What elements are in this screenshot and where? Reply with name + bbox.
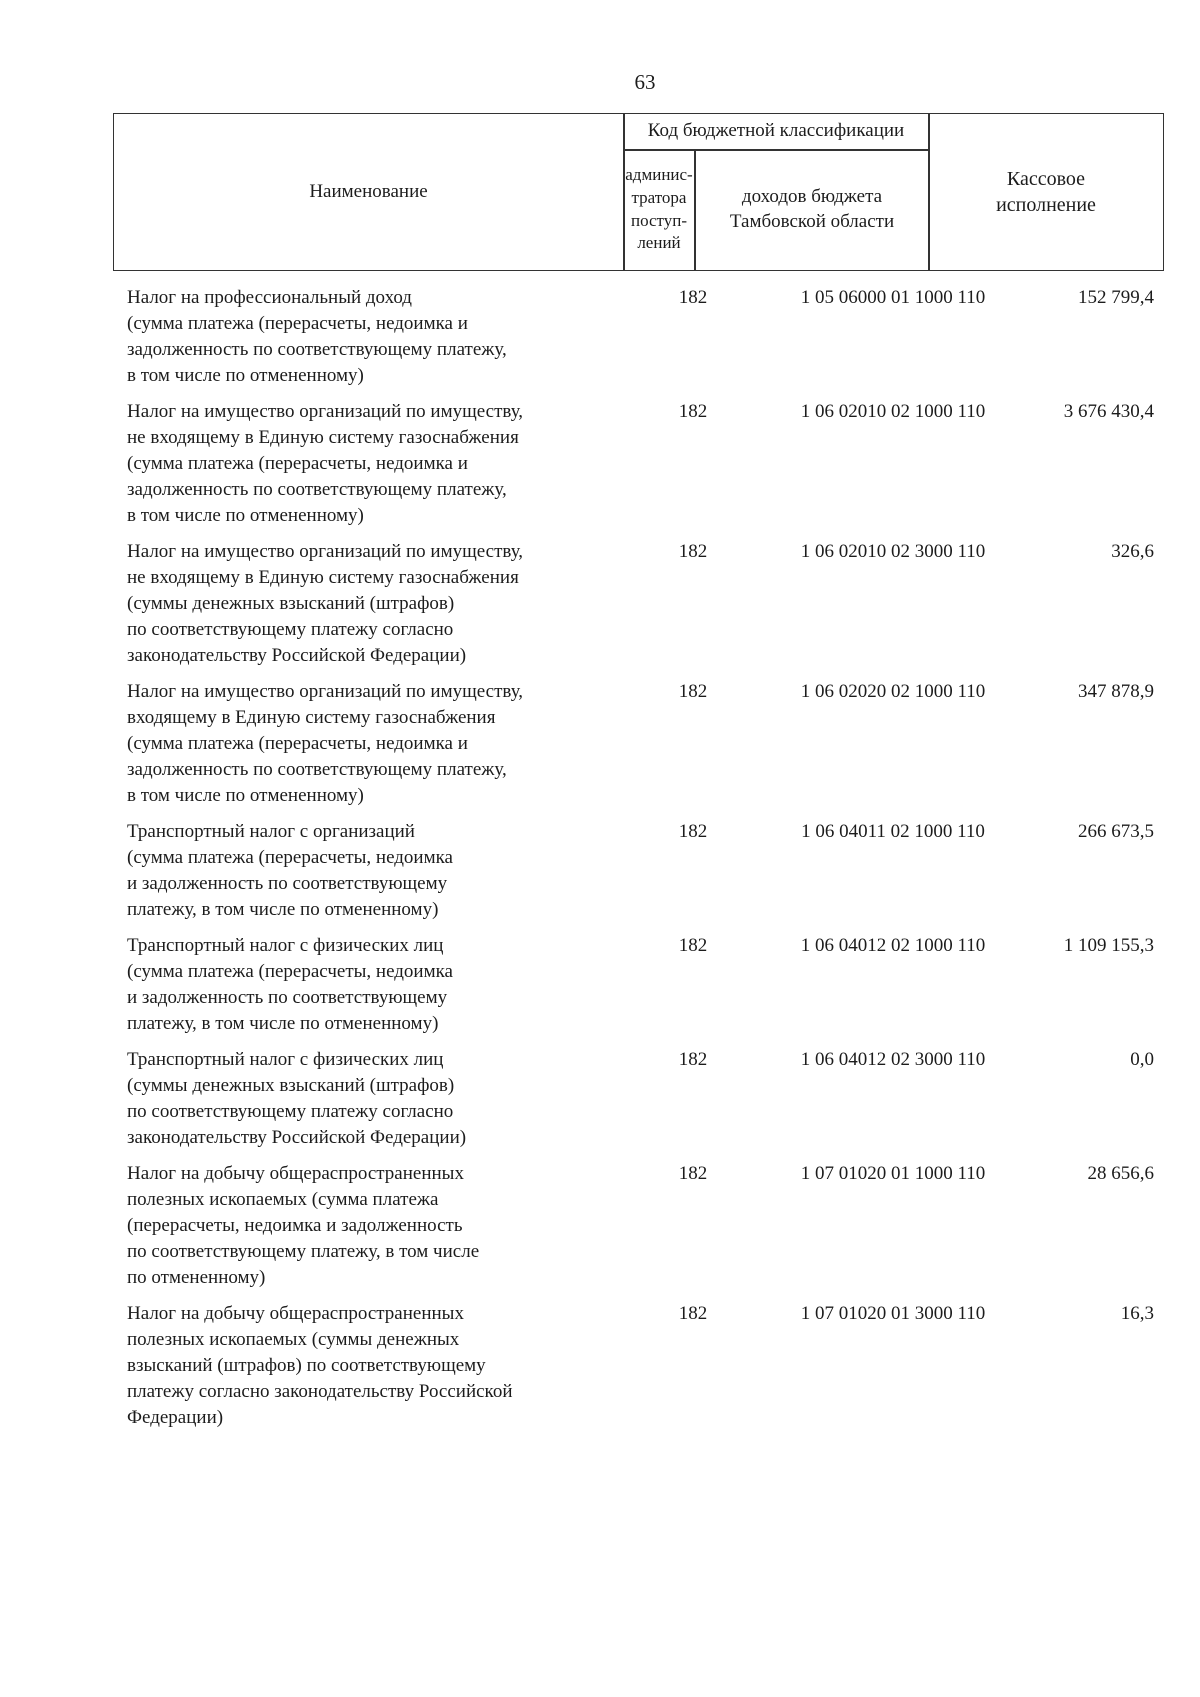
row-admin-code: 182 bbox=[678, 541, 708, 562]
row-name-line: (перерасчеты, недоимка и задолженность bbox=[127, 1215, 463, 1236]
row-name bbox=[127, 819, 617, 923]
row-name-line: в том числе по отмененному) bbox=[127, 365, 364, 386]
row-admin-code: 182 bbox=[678, 1303, 708, 1324]
row-name-line: (суммы денежных взысканий (штрафов) bbox=[127, 1075, 455, 1096]
header-execution-line: Кассовое bbox=[1006, 168, 1086, 190]
header-admin-line: админис- bbox=[625, 164, 693, 184]
table-row bbox=[113, 285, 1164, 399]
table-row bbox=[113, 933, 1164, 1047]
row-name-line: (суммы денежных взысканий (штрафов) bbox=[127, 593, 455, 614]
row-name-line: Налог на профессиональный доход bbox=[127, 287, 412, 308]
row-budget-code: 1 06 02010 02 3000 110 bbox=[800, 541, 986, 562]
row-name-line: по отмененному) bbox=[127, 1267, 266, 1288]
row-name-line: в том числе по отмененному) bbox=[127, 785, 364, 806]
row-name-line: Налог на добычу общераспространенных bbox=[127, 1163, 464, 1184]
row-name-line: Транспортный налог с физических лиц bbox=[127, 935, 444, 956]
row-budget-code: 1 06 02020 02 1000 110 bbox=[800, 681, 986, 702]
row-admin-code: 182 bbox=[678, 1049, 708, 1070]
row-name bbox=[127, 933, 617, 1037]
header-admin-line: лений bbox=[637, 233, 681, 253]
row-name-line: (сумма платежа (перерасчеты, недоимка bbox=[127, 961, 453, 982]
row-budget-code: 1 07 01020 01 3000 110 bbox=[800, 1303, 986, 1324]
row-admin-code: 182 bbox=[678, 401, 708, 422]
table-row bbox=[113, 1161, 1164, 1301]
row-name-line: и задолженность по соответствующему bbox=[127, 987, 448, 1008]
table-row bbox=[113, 819, 1164, 933]
row-name-line: Федерации) bbox=[127, 1407, 224, 1428]
row-budget-code: 1 06 04011 02 1000 110 bbox=[801, 821, 985, 842]
table-row bbox=[113, 539, 1164, 679]
row-amount: 347 878,9 bbox=[1078, 681, 1154, 702]
header-income bbox=[695, 149, 929, 270]
row-name-line: и задолженность по соответствующему bbox=[127, 873, 448, 894]
header-name bbox=[114, 114, 623, 270]
header-execution bbox=[929, 114, 1163, 270]
row-name-line: задолженность по соответствующему платежу, bbox=[127, 339, 507, 360]
row-budget-code: 1 06 04012 02 3000 110 bbox=[800, 1049, 986, 1070]
row-amount: 3 676 430,4 bbox=[1063, 401, 1154, 422]
row-name-line: законодательству Российской Федерации) bbox=[127, 645, 467, 666]
row-name-line: Налог на добычу общераспространенных bbox=[127, 1303, 464, 1324]
row-name-line: входящему в Единую систему газоснабжения bbox=[127, 707, 496, 728]
row-name bbox=[127, 399, 617, 529]
row-name-line: законодательству Российской Федерации) bbox=[127, 1127, 467, 1148]
table-row bbox=[113, 1047, 1164, 1161]
row-amount: 266 673,5 bbox=[1078, 821, 1154, 842]
row-name-line: платежу, в том числе по отмененному) bbox=[127, 1013, 439, 1034]
row-name-line: по соответствующему платежу, в том числе bbox=[127, 1241, 480, 1262]
row-budget-code: 1 06 02010 02 1000 110 bbox=[800, 401, 986, 422]
row-name-line: Налог на имущество организаций по имуществу, bbox=[127, 681, 524, 702]
header-name-label: Наименование bbox=[309, 180, 428, 202]
row-name bbox=[127, 1047, 617, 1151]
row-name bbox=[127, 1301, 617, 1431]
row-name-line: полезных ископаемых (сумма платежа bbox=[127, 1189, 439, 1210]
header-admin-line: поступ- bbox=[630, 210, 687, 230]
table-row bbox=[113, 679, 1164, 819]
row-name-line: по соответствующему платежу согласно bbox=[127, 1101, 454, 1122]
row-name bbox=[127, 679, 617, 809]
row-amount: 152 799,4 bbox=[1078, 287, 1154, 308]
row-name-line: задолженность по соответствующему платежу, bbox=[127, 479, 507, 500]
table-header bbox=[113, 113, 1164, 271]
row-budget-code: 1 05 06000 01 1000 110 bbox=[800, 287, 986, 308]
row-name bbox=[127, 1161, 617, 1291]
row-name-line: (сумма платежа (перерасчеты, недоимка и bbox=[127, 453, 468, 474]
header-code-group bbox=[623, 114, 929, 149]
row-admin-code: 182 bbox=[678, 681, 708, 702]
row-amount: 16,3 bbox=[1120, 1303, 1154, 1324]
row-name-line: задолженность по соответствующему платежу, bbox=[127, 759, 507, 780]
row-admin-code: 182 bbox=[678, 287, 708, 308]
row-name-line: не входящему в Единую систему газоснабжения bbox=[127, 567, 519, 588]
row-amount: 0,0 bbox=[1130, 1049, 1154, 1070]
row-name bbox=[127, 285, 617, 389]
table-row bbox=[113, 399, 1164, 539]
row-name-line: в том числе по отмененному) bbox=[127, 505, 364, 526]
page-number: 63 bbox=[634, 70, 656, 94]
row-name-line: Налог на имущество организаций по имуществу, bbox=[127, 401, 524, 422]
header-execution-line: исполнение bbox=[996, 194, 1096, 216]
row-name-line: взысканий (штрафов) по соответствующему bbox=[127, 1355, 486, 1376]
row-name-line: (сумма платежа (перерасчеты, недоимка bbox=[127, 847, 453, 868]
row-name-line: платежу, в том числе по отмененному) bbox=[127, 899, 439, 920]
header-income-line: Тамбовской области bbox=[729, 210, 895, 232]
row-name-line: платежу согласно законодательству Российской bbox=[127, 1381, 513, 1402]
row-name bbox=[127, 539, 617, 669]
row-name-line: Транспортный налог с организаций bbox=[127, 821, 415, 842]
table-body bbox=[113, 285, 1164, 1441]
header-income-line: доходов бюджета bbox=[741, 185, 883, 207]
row-name-line: не входящему в Единую систему газоснабжения bbox=[127, 427, 519, 448]
row-name-line: по соответствующему платежу согласно bbox=[127, 619, 454, 640]
row-name-line: полезных ископаемых (суммы денежных bbox=[127, 1329, 460, 1350]
row-budget-code: 1 06 04012 02 1000 110 bbox=[800, 935, 986, 956]
row-name-line: (сумма платежа (перерасчеты, недоимка и bbox=[127, 733, 468, 754]
row-budget-code: 1 07 01020 01 1000 110 bbox=[800, 1163, 986, 1184]
row-amount: 1 109 155,3 bbox=[1063, 935, 1154, 956]
row-amount: 28 656,6 bbox=[1087, 1163, 1154, 1184]
header-admin-line: тратора bbox=[631, 187, 687, 207]
row-amount: 326,6 bbox=[1111, 541, 1154, 562]
row-name-line: Транспортный налог с физических лиц bbox=[127, 1049, 444, 1070]
row-admin-code: 182 bbox=[678, 821, 708, 842]
row-admin-code: 182 bbox=[678, 935, 708, 956]
row-name-line: (сумма платежа (перерасчеты, недоимка и bbox=[127, 313, 468, 334]
header-admin bbox=[623, 149, 695, 270]
row-admin-code: 182 bbox=[678, 1163, 708, 1184]
table-row bbox=[113, 1301, 1164, 1441]
row-name-line: Налог на имущество организаций по имуществу, bbox=[127, 541, 524, 562]
header-code-group-label: Код бюджетной классификации bbox=[647, 120, 905, 142]
